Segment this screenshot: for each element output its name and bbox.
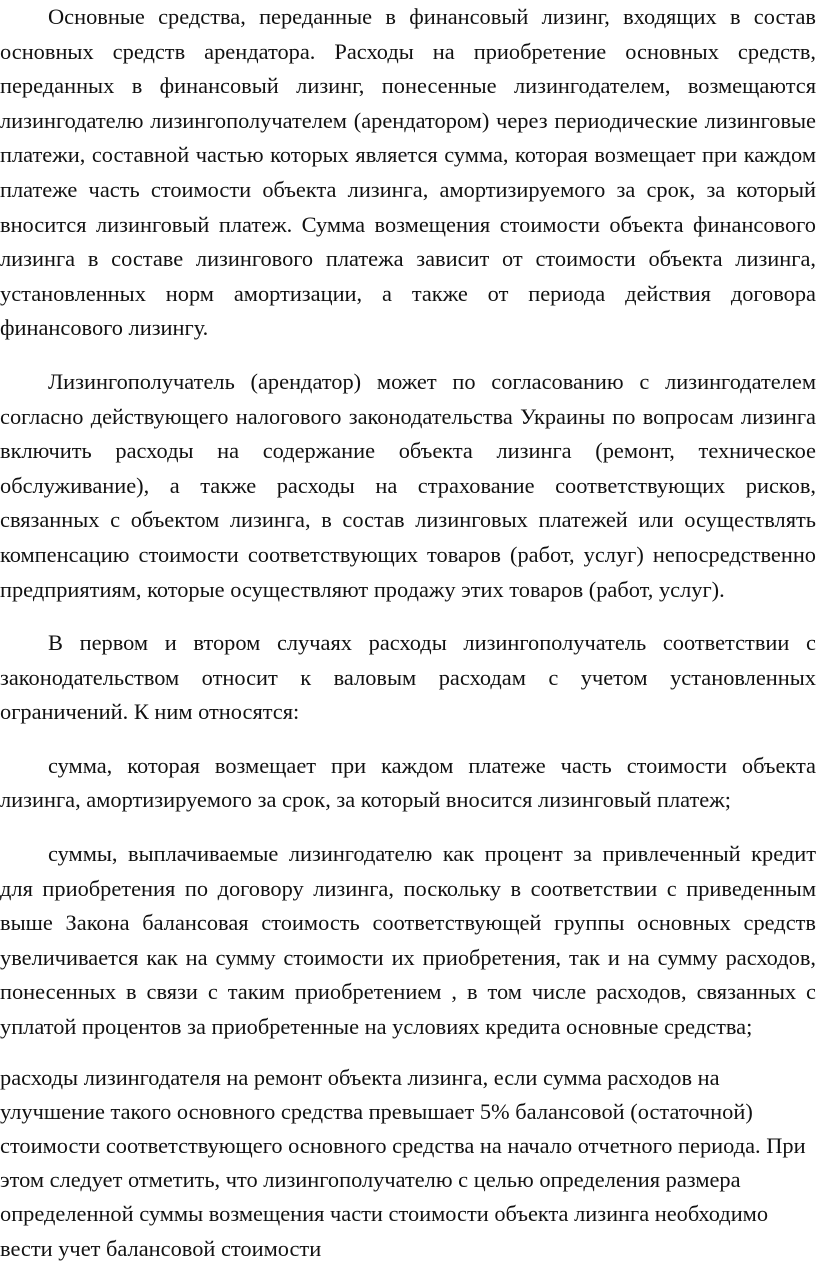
paragraph-lessee-expenses: Лизингополучатель (арендатор) может по согласованию с лизингодателем согласно действующего налогового законодательства Украины по вопросам лизинга включить расходы на содержание объекта лизинга (ремонт, техническое обслуживание), а также расходы на страхование соответствующих рисков, связанных с объектом лизинга, в состав лизинговых платежей или осуществлять компенсацию стоимости соответствующих товаров (работ, услуг) непосредственно предприятиям, которые осуществляют продажу этих товаров (работ, услуг).: [0, 368, 816, 602]
list-item-reimbursement: сумма, которая возмещает при каждом платеже часть стоимости объекта лизинга, амортизируемого за срок, за который вносится лизинговый платеж;: [0, 752, 816, 813]
paragraph-gross-expenses: В первом и втором случаях расходы лизингополучатель соответствии с законодательством относит к валовым расходам с учетом установленных ограничений. К ним относятся:: [0, 630, 816, 725]
paragraph-fixed-assets: Основные средства, переданные в финансовый лизинг, входящих в состав основных средств арендатора. Расходы на приобретение основных средств, переданных в финансовый лизинг, понесенные лизингодателем, возмещаются лизингодателю лизингополучателем (арендатором) через периодические лизинговые платежи, составной частью которых является сумма, которая возмещает при каждом платеже часть стоимости объекта лизинга, амортизируемого за срок, за который вносится лизинговый платеж. Сумма возмещения стоимости объекта финансового лизинга в составе лизингового платежа зависит от стоимости объекта лизинга, установленных норм амортизации, а также от периода действия договора финансового лизингу.: [0, 4, 816, 341]
list-item-repair: расходы лизингодателя на ремонт объекта лизинга, если сумма расходов на улучшение такого основного средства превышает 5% балансовой (остаточной) стоимости соответствующего основного средства на начало отчетного периода. При этом следует отметить, что лизингополучателю с целью определения размера определенной суммы возмещения части стоимости объекта лизинга необходимо вести учет балансовой стоимости: [0, 1064, 806, 1261]
list-item-interest: суммы, выплачиваемые лизингодателю как процент за привлеченный кредит для приобретения по договору лизинга, поскольку в соответствии с приведенным выше Закона балансовая стоимость соответствующей группы основных средств увеличивается как на сумму стоимости их приобретения, так и на сумму расходов, понесенных в связи с таким приобретением , в том числе расходов, связанных с уплатой процентов за приобретенные на условиях кредита основные средства;: [0, 841, 816, 1040]
